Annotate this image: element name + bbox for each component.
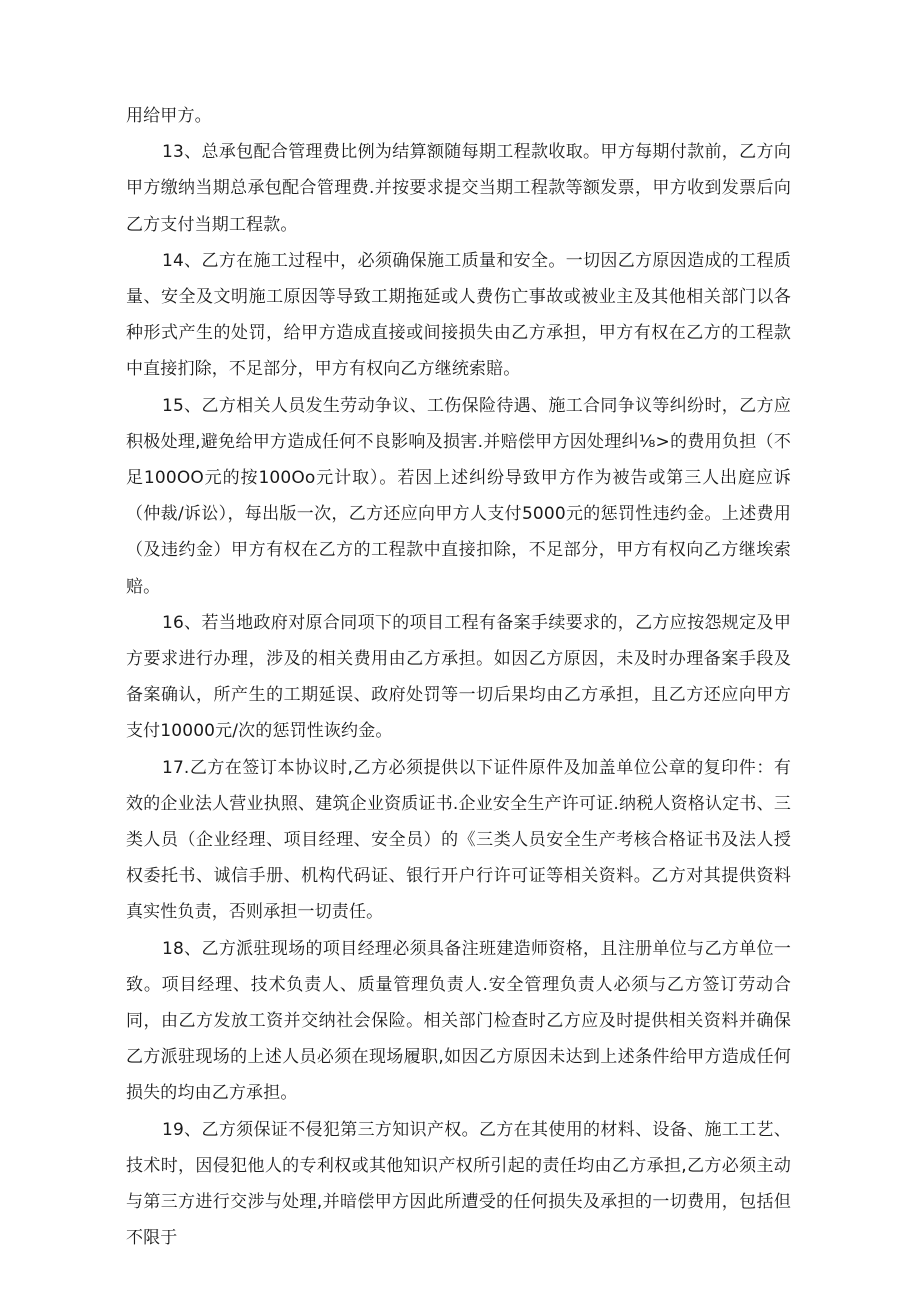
paragraph-clause-14: 14、乙方在施工过程中，必须确保施工质量和安全。一切因乙方原因造成的工程质量、安全及文明施工原因等导致工期拖延或人费伤亡事故或被业主及其他相关部门以各种形式产生的处罚，给甲方造成直接或间接损失由乙方承担，甲方有权在乙方的工程款中直接扪除，不足部分，甲方有权向乙方继统索賠。 — [126, 250, 791, 380]
paragraph-continuation: 用给甲方。 — [126, 106, 212, 126]
paragraph-clause-13: 13、总承包配合管理费比例为结算额随每期工程款收取。甲方每期付款前，乙方向甲方缴纳当期总承包配合管理费.并按要求提交当期工程款等额发票，甲方收到发票后向乙方支付当期工程款。 — [126, 142, 791, 235]
document-body — [126, 98, 791, 1257]
paragraph-clause-16: 16、若当地政府对原合同项下的项目工程有备案手续要求的，乙方应按怨规定及甲方要求进行办理，涉及的相关费用由乙方承担。如因乙方原因，未及时办理备案手段及备案确认，所产生的工期延误、政府处罚等一切后果均由乙方承担，且乙方还应向甲方支付10000元/次的惩罚性诙约金。 — [126, 612, 791, 742]
paragraph-clause-15: 15、乙方相关人员发生劳动争议、工伤保险待遇、施工合同争议等纠纷时，乙方应积极处理,避免给甲方造成任何不良影响及损害.并赔偿甲方因处理纠⅛>的费用负担（不足100OO元的按100Oo元计取）。若因上述纠纷导致甲方作为被告或第三人出庭应诉（仲裁/诉讼），每出版一次，乙方还应向甲方人支付5000元的惩罚性违约金。上述费用（及违约金）甲方有权在乙方的工程款中直接扣除，不足部分，甲方有权向乙方继埃索赔。 — [126, 395, 791, 597]
paragraph-clause-18: 18、乙方派驻现场的项目经理必须具备注班建造师资格，且注册单位与乙方单位一致。项目经理、技术负责人、质量管理负责人.安全管理负责人必须与乙方签订劳动合同，由乙方发放工资并交纳社会保险。相关部门检查时乙方应及时提供相关资料并确保乙方派驻现场的上述人员必须在现场履职,如因乙方原因未达到上述条件给甲方造成任何损失的均由乙方承担。 — [126, 938, 791, 1104]
paragraph-clause-17: 17.乙方在签订本协议时,乙方必须提供以下证件原件及加盖单位公章的复印件：有效的企业法人营业执照、建筑企业资质证书.企业安全生产许可证.纳税人资格认定书、三类人员（企业经理、项目经理、安全员）的《三类人员安全生产考核合格证书及法人授权委托书、诚信手册、机构代码证、银行开户行许可证等相关资料。乙方对其提供资料真实性负责，否则承担一切责任。 — [126, 757, 791, 923]
paragraph-clause-19: 19、乙方须保证不侵犯第三方知识产权。乙方在其使用的材料、设备、施工工艺、技术时，因侵犯他人的专利权或其他知识产权所引起的责任均由乙方承担,乙方必须主动与第三方进行交涉与处理,并暗偿甲方因此所遭受的任何损失及承担的一切费用，包括但不限于 — [126, 1119, 791, 1249]
